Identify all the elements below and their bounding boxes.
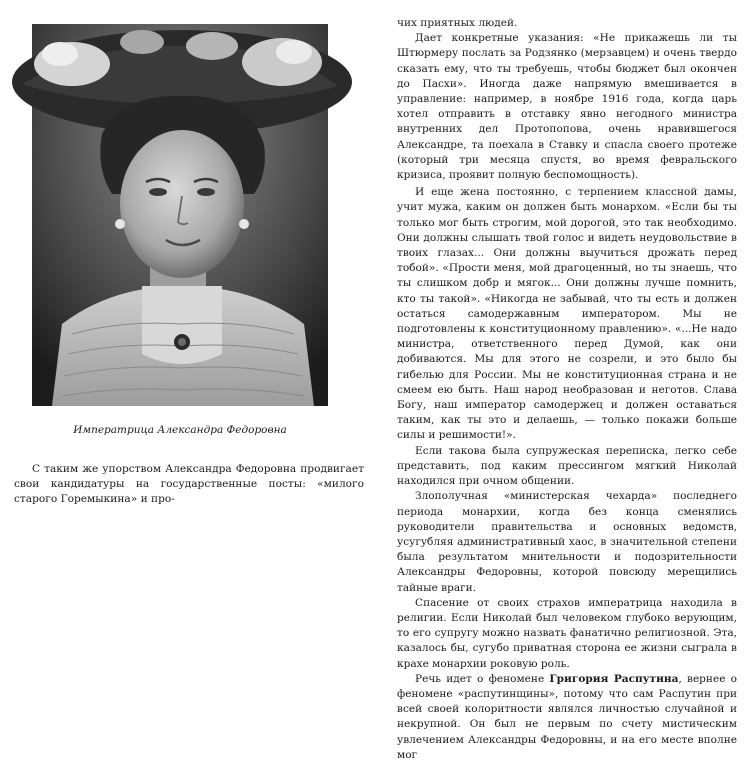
left-body-text [14, 462, 364, 507]
text-run: Речь идет о феномене [415, 672, 550, 685]
left-page [0, 0, 375, 504]
paragraph: чих приятных людей. [397, 17, 518, 29]
paragraph: И еще жена постоянно, с терпением классной дамы, учит мужа, каким он должен быть монархом. «Если бы ты только мог быть строгим, мой дорогой, это так необходимо. Они должны слышать твой голос и видеть неудовольствие в твоих глазах... Они должны выучиться дрожать перед тобой». «Прости меня, мой драгоценный, но ты знаешь, что ты слишком добр и мягок... Они должны лучше помнить, кто ты такой». «Никогда не забывай, что ты есть и должен остаться самодержавным императором. Мы не подготовлены к конституционному правлению». «...Не надо министра, ответственного перед Думой, как они добиваются. Мы для этого не созрели, и это было бы гибелью для России. Мы не конституционная страна и не смеем ею быть. Наш народ необразован и неготов. Слава Богу, наш император самодержец и должен оставаться таким, как ты это и делаешь, — только покажи больше силы и решимости!». [397, 186, 737, 442]
paragraph: Дает конкретные указания: «Не прикажешь ли ты Штюрмеру послать за Родзянко (мерзавцем) и очень твердо сказать ему, что ты требуешь, чтобы бюджет был окончен до Пасхи». Иногда даже напрямую вмешивается в управление: например, в ноябре 1916 года, когда царь хотел отправить в отставку явно негодного министра внутренних дел Протопопова, очень нравившегося Александре, та поехала в Ставку и спасла своего протеже (который три месяца спустя, во время февральского кризиса, проявит полную беспомощность). [397, 32, 737, 182]
paragraph [397, 672, 737, 763]
paragraph: Если такова была супружеская переписка, легко себе представить, под каким прессингом мягкий Николай находился при очном общении. [397, 444, 737, 488]
right-body-text [397, 16, 737, 763]
paragraph: Спасение от своих страхов императрица находила в религии. Если Николай был человеком глубоко верующим, то его супругу можно назвать фанатично религиозной. Эта, казалось бы, сугубо приватная сторона ее жизни сыграла в крахе монархии роковую роль. [397, 596, 737, 670]
figure-caption: Императрица Александра Федоровна [73, 424, 287, 436]
right-page [375, 0, 750, 761]
paragraph: С таким же упорством Александра Федоровна продвигает свои кандидатуры на государственные посты: «милого старого Горемыкина» и про- [14, 463, 364, 505]
bold-name: Григория Распутина [549, 672, 679, 685]
paragraph: Злополучная «министерская чехарда» последнего периода монархии, когда без конца сменялись руководители правительства и основных ведомств, усугубляя административный хаос, в значительной степени была результатом мнительности и подозрительности Александры Федоровны, которой повсюду мерещились тайные враги. [397, 490, 737, 594]
text-run: , вернее о феномене «распутинщины», потому что сам Распутин при всей своей колоритности являлся личностью случайной и некрупной. Он был не первым по счету мистическим увлечением Александры Федоровны, и на его месте вполне мог [397, 672, 737, 761]
portrait-photo [32, 24, 328, 406]
